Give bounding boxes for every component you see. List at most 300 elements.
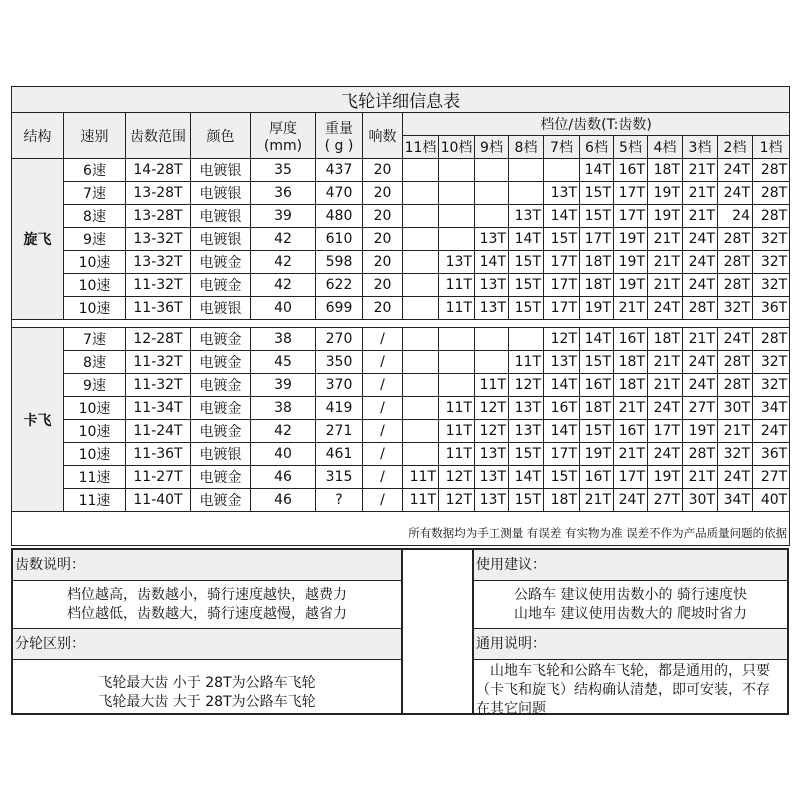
header-gear: 1档 xyxy=(753,136,790,159)
color-cell: 电镀金 xyxy=(191,420,251,443)
gear-cell: 21T xyxy=(648,228,683,251)
color-cell: 电镀银 xyxy=(191,297,251,320)
distinguish-line: 飞轮最大齿 小于 28T为公路车飞轮 xyxy=(98,675,316,691)
weight-cell: ? xyxy=(316,489,363,512)
speed-cell: 10速 xyxy=(64,397,126,420)
usage-line: 山地车 建议使用齿数大的 爬坡时省力 xyxy=(514,606,747,622)
gear-cell: 16T xyxy=(544,397,580,420)
distinguish-title: 分轮区别： xyxy=(13,629,401,660)
range-cell: 11-32T xyxy=(126,274,191,297)
header-gear: 5档 xyxy=(614,136,648,159)
gear-cell: 14T xyxy=(475,251,509,274)
gear-cell: 32T xyxy=(718,443,753,466)
gear-cell: 13T xyxy=(544,351,580,374)
gear-cell: 24T xyxy=(683,351,718,374)
speed-cell: 11速 xyxy=(64,489,126,512)
header-gears-group: 档位/齿数(T:齿数) xyxy=(403,113,790,136)
gear-cell: 19T xyxy=(683,420,718,443)
speed-cell: 11速 xyxy=(64,466,126,489)
table-row xyxy=(12,274,790,297)
gear-cell: 24T xyxy=(648,397,683,420)
thickness-cell: 42 xyxy=(251,274,316,297)
gear-cell: 24T xyxy=(718,328,753,351)
gear-cell: 18T xyxy=(580,274,614,297)
clicks-cell: / xyxy=(363,328,403,351)
thickness-cell: 39 xyxy=(251,374,316,397)
gear-cell: 24T xyxy=(683,374,718,397)
table-row xyxy=(12,228,790,251)
gear-cell xyxy=(403,297,439,320)
gear-cell: 28T xyxy=(753,205,790,228)
gear-cell: 11T xyxy=(439,274,475,297)
gear-cell: 28T xyxy=(718,228,753,251)
usage-title: 使用建议： xyxy=(474,550,787,581)
gear-cell xyxy=(439,328,475,351)
gear-cell: 21T xyxy=(683,466,718,489)
gear-cell: 36T xyxy=(753,443,790,466)
gear-cell: 21T xyxy=(648,374,683,397)
weight-cell: 437 xyxy=(316,159,363,182)
gear-cell xyxy=(403,228,439,251)
gear-cell: 12T xyxy=(475,420,509,443)
gear-cell: 24T xyxy=(718,159,753,182)
gear-cell: 16T xyxy=(580,466,614,489)
thickness-cell: 46 xyxy=(251,489,316,512)
gear-cell: 32T xyxy=(753,374,790,397)
gear-cell: 15T xyxy=(580,182,614,205)
thickness-cell: 42 xyxy=(251,420,316,443)
clicks-cell: / xyxy=(363,489,403,512)
gear-cell: 13T xyxy=(509,205,544,228)
gear-cell: 11T xyxy=(439,397,475,420)
gear-cell: 15T xyxy=(509,274,544,297)
range-cell: 11-32T xyxy=(126,351,191,374)
header-gear: 2档 xyxy=(718,136,753,159)
gear-cell: 28T xyxy=(753,159,790,182)
clicks-cell: / xyxy=(363,466,403,489)
thickness-cell: 35 xyxy=(251,159,316,182)
gear-cell: 24 xyxy=(718,205,753,228)
gear-cell: 16T xyxy=(580,374,614,397)
gear-cell: 21T xyxy=(614,443,648,466)
thickness-cell: 38 xyxy=(251,328,316,351)
range-cell: 12-28T xyxy=(126,328,191,351)
range-cell: 13-32T xyxy=(126,228,191,251)
thickness-cell: 45 xyxy=(251,351,316,374)
color-cell: 电镀金 xyxy=(191,374,251,397)
color-cell: 电镀银 xyxy=(191,159,251,182)
gear-cell: 21T xyxy=(614,297,648,320)
gear-cell: 16T xyxy=(614,420,648,443)
gear-cell: 32T xyxy=(753,251,790,274)
gear-cell: 17T xyxy=(544,251,580,274)
gear-cell: 32T xyxy=(718,297,753,320)
gear-cell xyxy=(475,328,509,351)
table-row xyxy=(12,374,790,397)
speed-cell: 8速 xyxy=(64,205,126,228)
clicks-cell: 20 xyxy=(363,251,403,274)
gear-cell xyxy=(439,228,475,251)
thickness-cell: 36 xyxy=(251,182,316,205)
speed-cell: 7速 xyxy=(64,182,126,205)
gear-cell: 21T xyxy=(614,397,648,420)
gear-cell: 11T xyxy=(509,351,544,374)
clicks-cell: / xyxy=(363,443,403,466)
speed-cell: 10速 xyxy=(64,251,126,274)
gear-cell: 15T xyxy=(544,466,580,489)
weight-cell: 480 xyxy=(316,205,363,228)
table-row xyxy=(12,297,790,320)
gear-cell xyxy=(509,182,544,205)
gear-cell: 40T xyxy=(753,489,790,512)
gear-cell: 12T xyxy=(439,489,475,512)
gear-cell: 17T xyxy=(580,228,614,251)
gear-cell xyxy=(403,274,439,297)
gear-cell: 27T xyxy=(683,397,718,420)
color-cell: 电镀金 xyxy=(191,397,251,420)
gear-cell: 19T xyxy=(614,274,648,297)
speed-cell: 10速 xyxy=(64,420,126,443)
gear-cell xyxy=(475,182,509,205)
clicks-cell: 20 xyxy=(363,228,403,251)
weight-cell: 270 xyxy=(316,328,363,351)
color-cell: 电镀金 xyxy=(191,274,251,297)
gear-cell: 18T xyxy=(544,489,580,512)
gear-cell xyxy=(439,351,475,374)
gear-cell: 28T xyxy=(718,274,753,297)
gear-cell: 28T xyxy=(718,374,753,397)
color-cell: 电镀银 xyxy=(191,228,251,251)
table-row xyxy=(12,443,790,466)
gear-cell: 12T xyxy=(544,328,580,351)
gear-cell: 14T xyxy=(544,205,580,228)
gear-cell: 17T xyxy=(544,297,580,320)
gear-cell: 34T xyxy=(753,397,790,420)
table-row xyxy=(12,489,790,512)
weight-cell: 610 xyxy=(316,228,363,251)
color-cell: 电镀金 xyxy=(191,251,251,274)
gear-cell: 14T xyxy=(580,159,614,182)
range-cell: 11-40T xyxy=(126,489,191,512)
gear-cell: 15T xyxy=(580,420,614,443)
gear-cell: 32T xyxy=(753,228,790,251)
gear-cell: 19T xyxy=(648,182,683,205)
gear-cell: 28T xyxy=(718,251,753,274)
clicks-cell: / xyxy=(363,351,403,374)
gear-cell xyxy=(403,397,439,420)
gear-cell: 28T xyxy=(753,182,790,205)
gear-cell: 32T xyxy=(753,351,790,374)
header-gear: 11档 xyxy=(403,136,439,159)
table-row xyxy=(12,351,790,374)
header-weight: 重量 ( g ) xyxy=(316,113,363,159)
color-cell: 电镀金 xyxy=(191,351,251,374)
table-row xyxy=(12,182,790,205)
gear-cell: 18T xyxy=(580,397,614,420)
gear-cell: 12T xyxy=(439,466,475,489)
gear-cell: 19T xyxy=(614,251,648,274)
gear-cell: 24T xyxy=(614,489,648,512)
general-title: 通用说明： xyxy=(474,629,787,660)
structure-label: 卡飞 xyxy=(12,328,64,512)
header-thickness: 厚度 (mm) xyxy=(251,113,316,159)
gear-cell: 19T xyxy=(580,443,614,466)
teeth-title: 齿数说明： xyxy=(13,550,401,581)
gear-cell: 24T xyxy=(683,274,718,297)
gear-cell: 13T xyxy=(544,182,580,205)
data-note: 所有数据均为手工测量 有误差 有实物为准 误差不作为产品质量问题的依据 xyxy=(12,512,790,546)
clicks-cell: / xyxy=(363,374,403,397)
color-cell: 电镀银 xyxy=(191,182,251,205)
speed-cell: 7速 xyxy=(64,328,126,351)
gear-cell: 21T xyxy=(683,205,718,228)
gear-cell: 24T xyxy=(683,228,718,251)
gear-cell: 15T xyxy=(580,351,614,374)
table-row xyxy=(12,251,790,274)
clicks-cell: 20 xyxy=(363,159,403,182)
distinguish-line: 飞轮最大齿 大于 28T为公路车飞轮 xyxy=(98,694,316,710)
thickness-cell: 46 xyxy=(251,466,316,489)
gear-cell xyxy=(439,159,475,182)
gear-cell: 13T xyxy=(475,489,509,512)
header-gear: 3档 xyxy=(683,136,718,159)
gear-cell: 21T xyxy=(683,182,718,205)
gear-cell: 12T xyxy=(475,397,509,420)
table-row xyxy=(12,466,790,489)
range-cell: 13-28T xyxy=(126,205,191,228)
gear-cell: 11T xyxy=(439,420,475,443)
weight-cell: 598 xyxy=(316,251,363,274)
usage-line: 公路车 建议使用齿数小的 骑行速度快 xyxy=(514,587,747,603)
gear-cell: 15T xyxy=(509,443,544,466)
thickness-cell: 42 xyxy=(251,228,316,251)
gear-cell: 13T xyxy=(475,443,509,466)
gear-cell xyxy=(475,159,509,182)
gear-cell: 21T xyxy=(648,251,683,274)
weight-cell: 271 xyxy=(316,420,363,443)
gear-cell: 16T xyxy=(614,328,648,351)
speed-cell: 9速 xyxy=(64,228,126,251)
teeth-line: 档位越低，齿数越大，骑行速度越慢，越省力 xyxy=(67,606,347,622)
gear-cell: 24T xyxy=(648,297,683,320)
range-cell: 13-28T xyxy=(126,182,191,205)
gear-cell: 13T xyxy=(475,228,509,251)
gear-cell: 11T xyxy=(439,443,475,466)
gear-cell xyxy=(403,205,439,228)
gear-cell: 21T xyxy=(683,159,718,182)
gear-cell xyxy=(403,159,439,182)
gear-cell: 14T xyxy=(544,374,580,397)
range-cell: 11-36T xyxy=(126,297,191,320)
gear-cell: 21T xyxy=(718,420,753,443)
gear-cell: 19T xyxy=(580,297,614,320)
gear-cell: 15T xyxy=(580,205,614,228)
gear-cell: 18T xyxy=(614,374,648,397)
header-structure: 结构 xyxy=(12,113,64,159)
table-title: 飞轮详细信息表 xyxy=(12,87,790,113)
range-cell: 14-28T xyxy=(126,159,191,182)
header-gear: 8档 xyxy=(509,136,544,159)
gear-cell: 17T xyxy=(614,205,648,228)
gear-cell xyxy=(475,351,509,374)
group-gap xyxy=(12,320,790,328)
gear-cell: 18T xyxy=(648,159,683,182)
gear-cell: 24T xyxy=(753,420,790,443)
notes-section xyxy=(11,548,789,715)
header-gear: 10档 xyxy=(439,136,475,159)
gear-cell: 13T xyxy=(439,251,475,274)
gear-cell xyxy=(439,182,475,205)
weight-cell: 370 xyxy=(316,374,363,397)
thickness-cell: 40 xyxy=(251,297,316,320)
gear-cell: 19T xyxy=(648,466,683,489)
gear-cell: 13T xyxy=(509,420,544,443)
table-row xyxy=(12,397,790,420)
gear-cell: 36T xyxy=(753,297,790,320)
color-cell: 电镀金 xyxy=(191,328,251,351)
general-text: 山地车飞轮和公路车飞轮，都是通用的，只要（卡飞和旋飞）结构确认清楚，即可安装，不存在其它问题 xyxy=(476,663,770,717)
gear-cell: 24T xyxy=(718,182,753,205)
range-cell: 11-27T xyxy=(126,466,191,489)
table-row xyxy=(12,159,790,182)
gear-cell: 28T xyxy=(683,443,718,466)
header-clicks: 响数 xyxy=(363,113,403,159)
structure-label: 旋飞 xyxy=(12,159,64,320)
range-cell: 13-32T xyxy=(126,251,191,274)
table-row xyxy=(12,328,790,351)
flywheel-table xyxy=(11,86,790,546)
teeth-line: 档位越高，齿数越小，骑行速度越快，越费力 xyxy=(67,587,347,603)
gear-cell: 15T xyxy=(544,228,580,251)
gear-cell xyxy=(403,328,439,351)
gear-cell: 17T xyxy=(614,466,648,489)
gear-cell xyxy=(439,205,475,228)
header-color: 颜色 xyxy=(191,113,251,159)
gear-cell: 17T xyxy=(544,274,580,297)
gear-cell: 11T xyxy=(403,489,439,512)
range-cell: 11-36T xyxy=(126,443,191,466)
clicks-cell: / xyxy=(363,420,403,443)
gear-cell: 14T xyxy=(509,228,544,251)
gear-cell: 13T xyxy=(475,466,509,489)
header-gear: 4档 xyxy=(648,136,683,159)
gear-cell: 21T xyxy=(648,351,683,374)
gear-cell: 17T xyxy=(614,182,648,205)
gear-cell: 21T xyxy=(580,489,614,512)
gear-cell: 17T xyxy=(648,420,683,443)
speed-cell: 10速 xyxy=(64,297,126,320)
gear-cell: 16T xyxy=(614,159,648,182)
table-row xyxy=(12,420,790,443)
gear-cell: 14T xyxy=(509,466,544,489)
speed-cell: 6速 xyxy=(64,159,126,182)
thickness-cell: 40 xyxy=(251,443,316,466)
gear-cell: 24T xyxy=(648,443,683,466)
gear-cell: 11T xyxy=(475,374,509,397)
gear-cell xyxy=(403,182,439,205)
gear-cell: 13T xyxy=(475,274,509,297)
gear-cell: 27T xyxy=(753,466,790,489)
gear-cell: 13T xyxy=(509,397,544,420)
gear-cell: 13T xyxy=(475,297,509,320)
gear-cell: 24T xyxy=(683,251,718,274)
speed-cell: 10速 xyxy=(64,274,126,297)
range-cell: 11-32T xyxy=(126,374,191,397)
gear-cell: 12T xyxy=(509,374,544,397)
gear-cell: 11T xyxy=(439,297,475,320)
header-gear: 9档 xyxy=(475,136,509,159)
header-speed: 速别 xyxy=(64,113,126,159)
gear-cell: 18T xyxy=(580,251,614,274)
color-cell: 电镀银 xyxy=(191,443,251,466)
weight-cell: 315 xyxy=(316,466,363,489)
color-cell: 电镀金 xyxy=(191,466,251,489)
clicks-cell: / xyxy=(363,397,403,420)
weight-cell: 461 xyxy=(316,443,363,466)
gear-cell: 24T xyxy=(718,466,753,489)
gear-cell: 15T xyxy=(509,297,544,320)
gear-cell xyxy=(544,159,580,182)
gear-cell xyxy=(403,374,439,397)
gear-cell: 28T xyxy=(718,351,753,374)
gear-cell: 11T xyxy=(403,466,439,489)
range-cell: 11-24T xyxy=(126,420,191,443)
gear-cell: 28T xyxy=(753,328,790,351)
clicks-cell: 20 xyxy=(363,205,403,228)
gear-cell: 18T xyxy=(648,328,683,351)
gear-cell: 19T xyxy=(648,205,683,228)
gear-cell: 34T xyxy=(718,489,753,512)
color-cell: 电镀银 xyxy=(191,205,251,228)
speed-cell: 9速 xyxy=(64,374,126,397)
range-cell: 11-34T xyxy=(126,397,191,420)
gear-cell: 15T xyxy=(509,489,544,512)
gear-cell: 18T xyxy=(614,351,648,374)
thickness-cell: 39 xyxy=(251,205,316,228)
speed-cell: 10速 xyxy=(64,443,126,466)
clicks-cell: 20 xyxy=(363,274,403,297)
gear-cell: 17T xyxy=(544,443,580,466)
gear-cell: 21T xyxy=(683,328,718,351)
weight-cell: 699 xyxy=(316,297,363,320)
gear-cell: 21T xyxy=(648,274,683,297)
weight-cell: 419 xyxy=(316,397,363,420)
header-gear: 6档 xyxy=(580,136,614,159)
weight-cell: 622 xyxy=(316,274,363,297)
table-row xyxy=(12,205,790,228)
gear-cell: 19T xyxy=(614,228,648,251)
gear-cell xyxy=(509,328,544,351)
gear-cell xyxy=(403,251,439,274)
clicks-cell: 20 xyxy=(363,297,403,320)
gear-cell: 14T xyxy=(580,328,614,351)
gear-cell: 30T xyxy=(718,397,753,420)
gear-cell xyxy=(439,374,475,397)
gear-cell xyxy=(475,205,509,228)
gear-cell: 32T xyxy=(753,274,790,297)
color-cell: 电镀金 xyxy=(191,489,251,512)
thickness-cell: 38 xyxy=(251,397,316,420)
gear-cell xyxy=(509,159,544,182)
gear-cell: 15T xyxy=(509,251,544,274)
weight-cell: 350 xyxy=(316,351,363,374)
gear-cell: 14T xyxy=(544,420,580,443)
gear-cell xyxy=(403,443,439,466)
thickness-cell: 42 xyxy=(251,251,316,274)
gear-cell xyxy=(403,351,439,374)
clicks-cell: 20 xyxy=(363,182,403,205)
header-range: 齿数范围 xyxy=(126,113,191,159)
